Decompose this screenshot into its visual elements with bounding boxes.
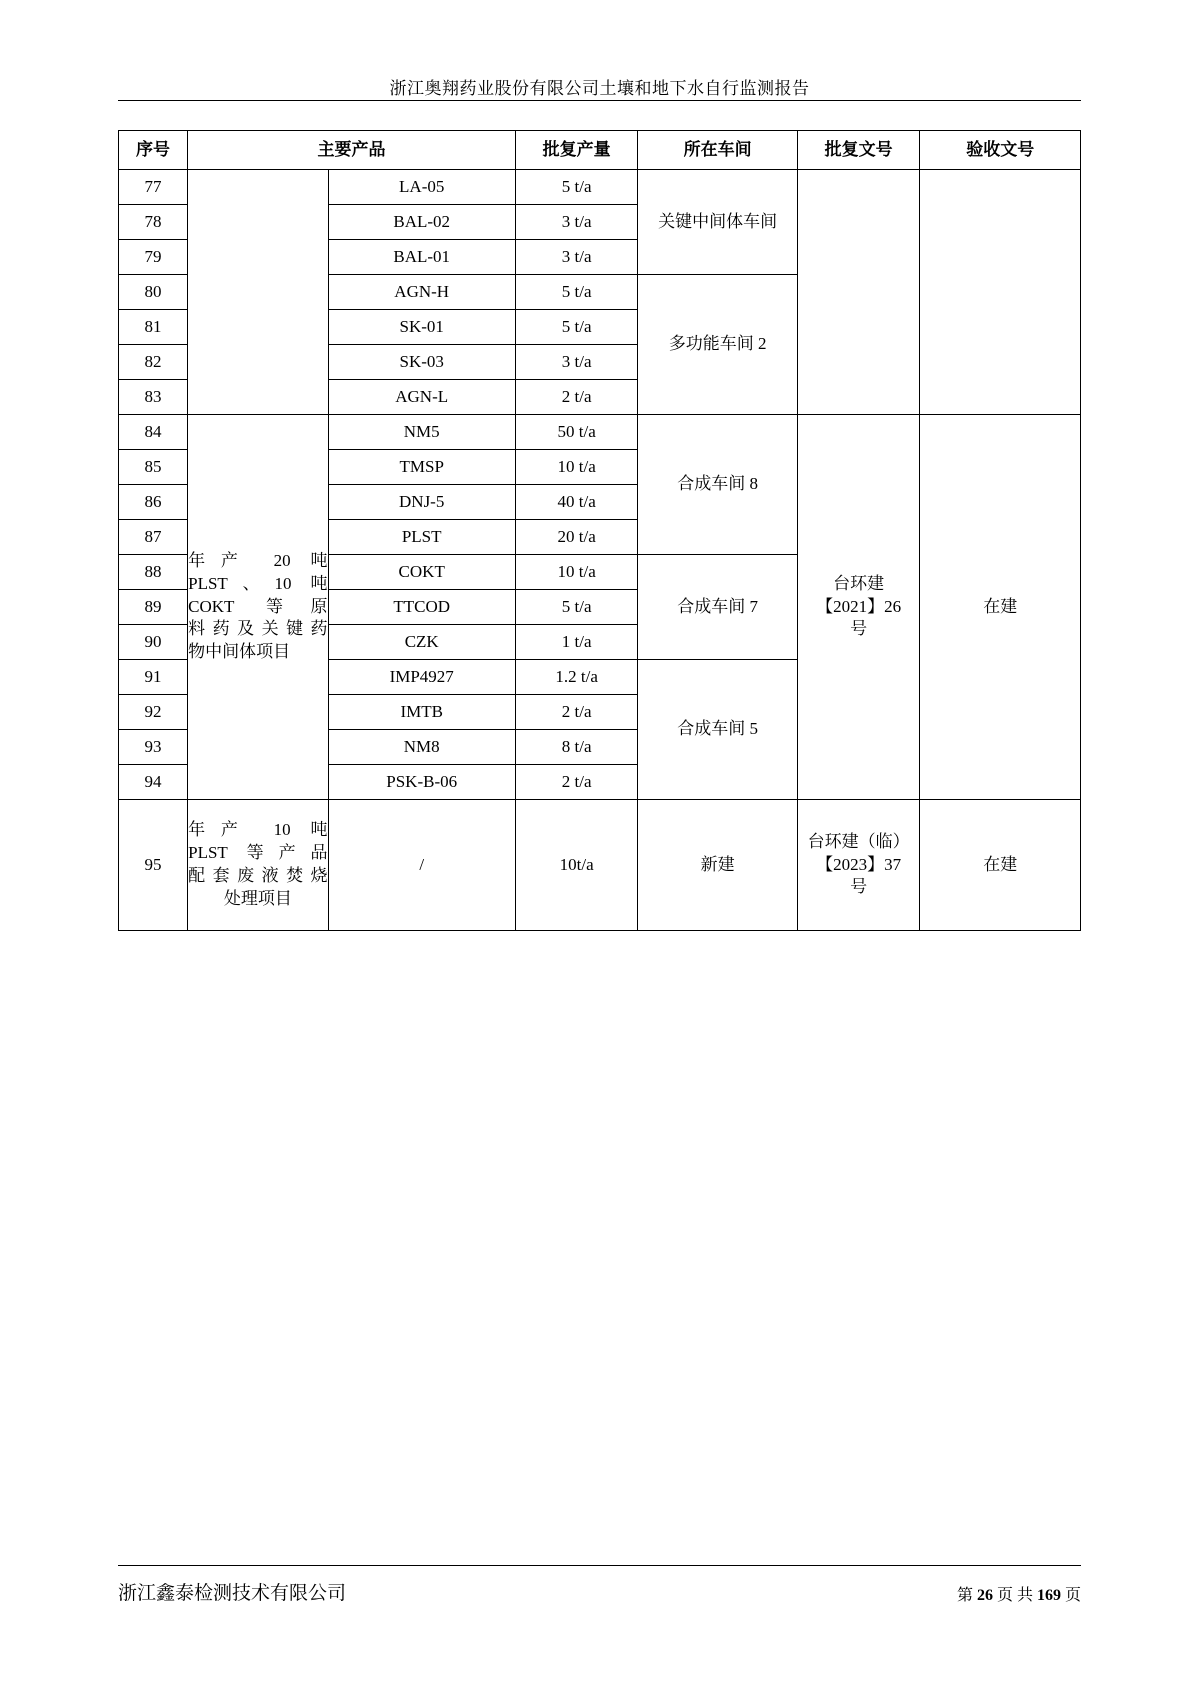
products-table-wrapper (118, 130, 1081, 931)
cell-no: 84 (119, 415, 188, 450)
col-header-approval: 批复文号 (797, 131, 920, 170)
cell-product: IMP4927 (328, 660, 515, 695)
table-row (119, 800, 1081, 931)
page-suffix-label: 页 (1064, 1587, 1081, 1604)
cell-output: 10t/a (515, 800, 638, 931)
cell-approval-doc (797, 415, 920, 800)
cell-no: 83 (119, 380, 188, 415)
cell-no: 94 (119, 765, 188, 800)
cell-product: CZK (328, 625, 515, 660)
cell-product: AGN-H (328, 275, 515, 310)
cell-no: 77 (119, 170, 188, 205)
col-header-output: 批复产量 (515, 131, 638, 170)
approval-line: 【2021】26 (816, 596, 902, 616)
cell-output: 1.2 t/a (515, 660, 638, 695)
approval-line: 台环建（临） (807, 831, 910, 851)
cell-output: 2 t/a (515, 695, 638, 730)
cell-product: / (328, 800, 515, 931)
col-header-no: 序号 (119, 131, 188, 170)
cell-output: 3 t/a (515, 205, 638, 240)
cell-no: 82 (119, 345, 188, 380)
cell-no: 87 (119, 520, 188, 555)
cell-product: NM5 (328, 415, 515, 450)
cell-no: 93 (119, 730, 188, 765)
cell-product: TMSP (328, 450, 515, 485)
products-table (118, 130, 1081, 931)
cell-workshop: 合成车间 5 (638, 660, 797, 800)
cell-acceptance-blank-1 (920, 170, 1081, 415)
col-header-workshop: 所在车间 (638, 131, 797, 170)
table-header-row (119, 131, 1081, 170)
page-total-number: 169 (1036, 1587, 1061, 1604)
cell-output: 5 t/a (515, 310, 638, 345)
cell-project-name (188, 800, 328, 931)
col-header-acceptance: 验收文号 (920, 131, 1081, 170)
cell-workshop: 新建 (638, 800, 797, 931)
cell-no: 95 (119, 800, 188, 931)
project-line: 配套废液焚烧 (188, 866, 328, 885)
footer-pagination (957, 1582, 1081, 1605)
cell-product: SK-03 (328, 345, 515, 380)
cell-output: 3 t/a (515, 240, 638, 275)
cell-no: 80 (119, 275, 188, 310)
cell-product: AGN-L (328, 380, 515, 415)
cell-product: PSK-B-06 (328, 765, 515, 800)
cell-approval-doc (797, 800, 920, 931)
cell-output: 5 t/a (515, 170, 638, 205)
cell-output: 5 t/a (515, 275, 638, 310)
project-line: 物中间体项目 (188, 642, 291, 662)
cell-output: 50 t/a (515, 415, 638, 450)
cell-no: 86 (119, 485, 188, 520)
cell-workshop: 合成车间 7 (638, 555, 797, 660)
cell-output: 5 t/a (515, 590, 638, 625)
cell-project-name (188, 415, 328, 800)
project-line: PLST 等产品 (188, 843, 328, 863)
cell-no: 81 (119, 310, 188, 345)
cell-output: 10 t/a (515, 450, 638, 485)
cell-product: COKT (328, 555, 515, 590)
cell-no: 91 (119, 660, 188, 695)
cell-no: 79 (119, 240, 188, 275)
cell-no: 85 (119, 450, 188, 485)
page-current-number: 26 (976, 1587, 993, 1604)
footer-divider (118, 1565, 1081, 1566)
cell-product: NM8 (328, 730, 515, 765)
project-line: 料药及关键药 (188, 619, 328, 639)
cell-product: BAL-02 (328, 205, 515, 240)
cell-no: 92 (119, 695, 188, 730)
header-divider (118, 100, 1081, 101)
cell-acceptance-doc: 在建 (920, 800, 1081, 931)
approval-line: 号 (850, 877, 868, 897)
table-row (119, 170, 1081, 205)
project-line: 处理项目 (223, 888, 292, 908)
cell-product: SK-01 (328, 310, 515, 345)
cell-output: 2 t/a (515, 380, 638, 415)
cell-workshop: 合成车间 8 (638, 415, 797, 555)
cell-product: LA-05 (328, 170, 515, 205)
cell-workshop: 关键中间体车间 (638, 170, 797, 275)
approval-line: 台环建 (833, 573, 885, 593)
cell-output: 40 t/a (515, 485, 638, 520)
footer-company: 浙江鑫泰检测技术有限公司 (118, 1583, 347, 1604)
cell-output: 10 t/a (515, 555, 638, 590)
cell-output: 20 t/a (515, 520, 638, 555)
approval-line: 号 (850, 619, 868, 639)
cell-output: 3 t/a (515, 345, 638, 380)
cell-no: 90 (119, 625, 188, 660)
cell-no: 88 (119, 555, 188, 590)
project-line: 年产 10 吨 (188, 820, 328, 840)
cell-product: DNJ-5 (328, 485, 515, 520)
cell-approval-blank-1 (797, 170, 920, 415)
cell-product: TTCOD (328, 590, 515, 625)
col-header-product: 主要产品 (188, 131, 516, 170)
approval-line: 【2023】37 (816, 854, 902, 874)
cell-workshop: 多功能车间 2 (638, 275, 797, 415)
project-line: 年产 20 吨 (188, 550, 328, 570)
cell-project-blank-1 (188, 170, 328, 415)
cell-output: 8 t/a (515, 730, 638, 765)
cell-product: BAL-01 (328, 240, 515, 275)
page-prefix-label: 第 (956, 1587, 973, 1604)
cell-acceptance-doc: 在建 (920, 415, 1081, 800)
cell-no: 89 (119, 590, 188, 625)
project-line: PLST、10 吨 (188, 573, 328, 593)
project-line: COKT 等原 (188, 596, 328, 616)
cell-product: PLST (328, 520, 515, 555)
cell-output: 2 t/a (515, 765, 638, 800)
page-header-title: 浙江奥翔药业股份有限公司土壤和地下水自行监测报告 (389, 79, 810, 98)
cell-no: 78 (119, 205, 188, 240)
cell-product: IMTB (328, 695, 515, 730)
cell-output: 1 t/a (515, 625, 638, 660)
page-mid-label: 页 共 (996, 1587, 1033, 1604)
table-row (119, 415, 1081, 450)
